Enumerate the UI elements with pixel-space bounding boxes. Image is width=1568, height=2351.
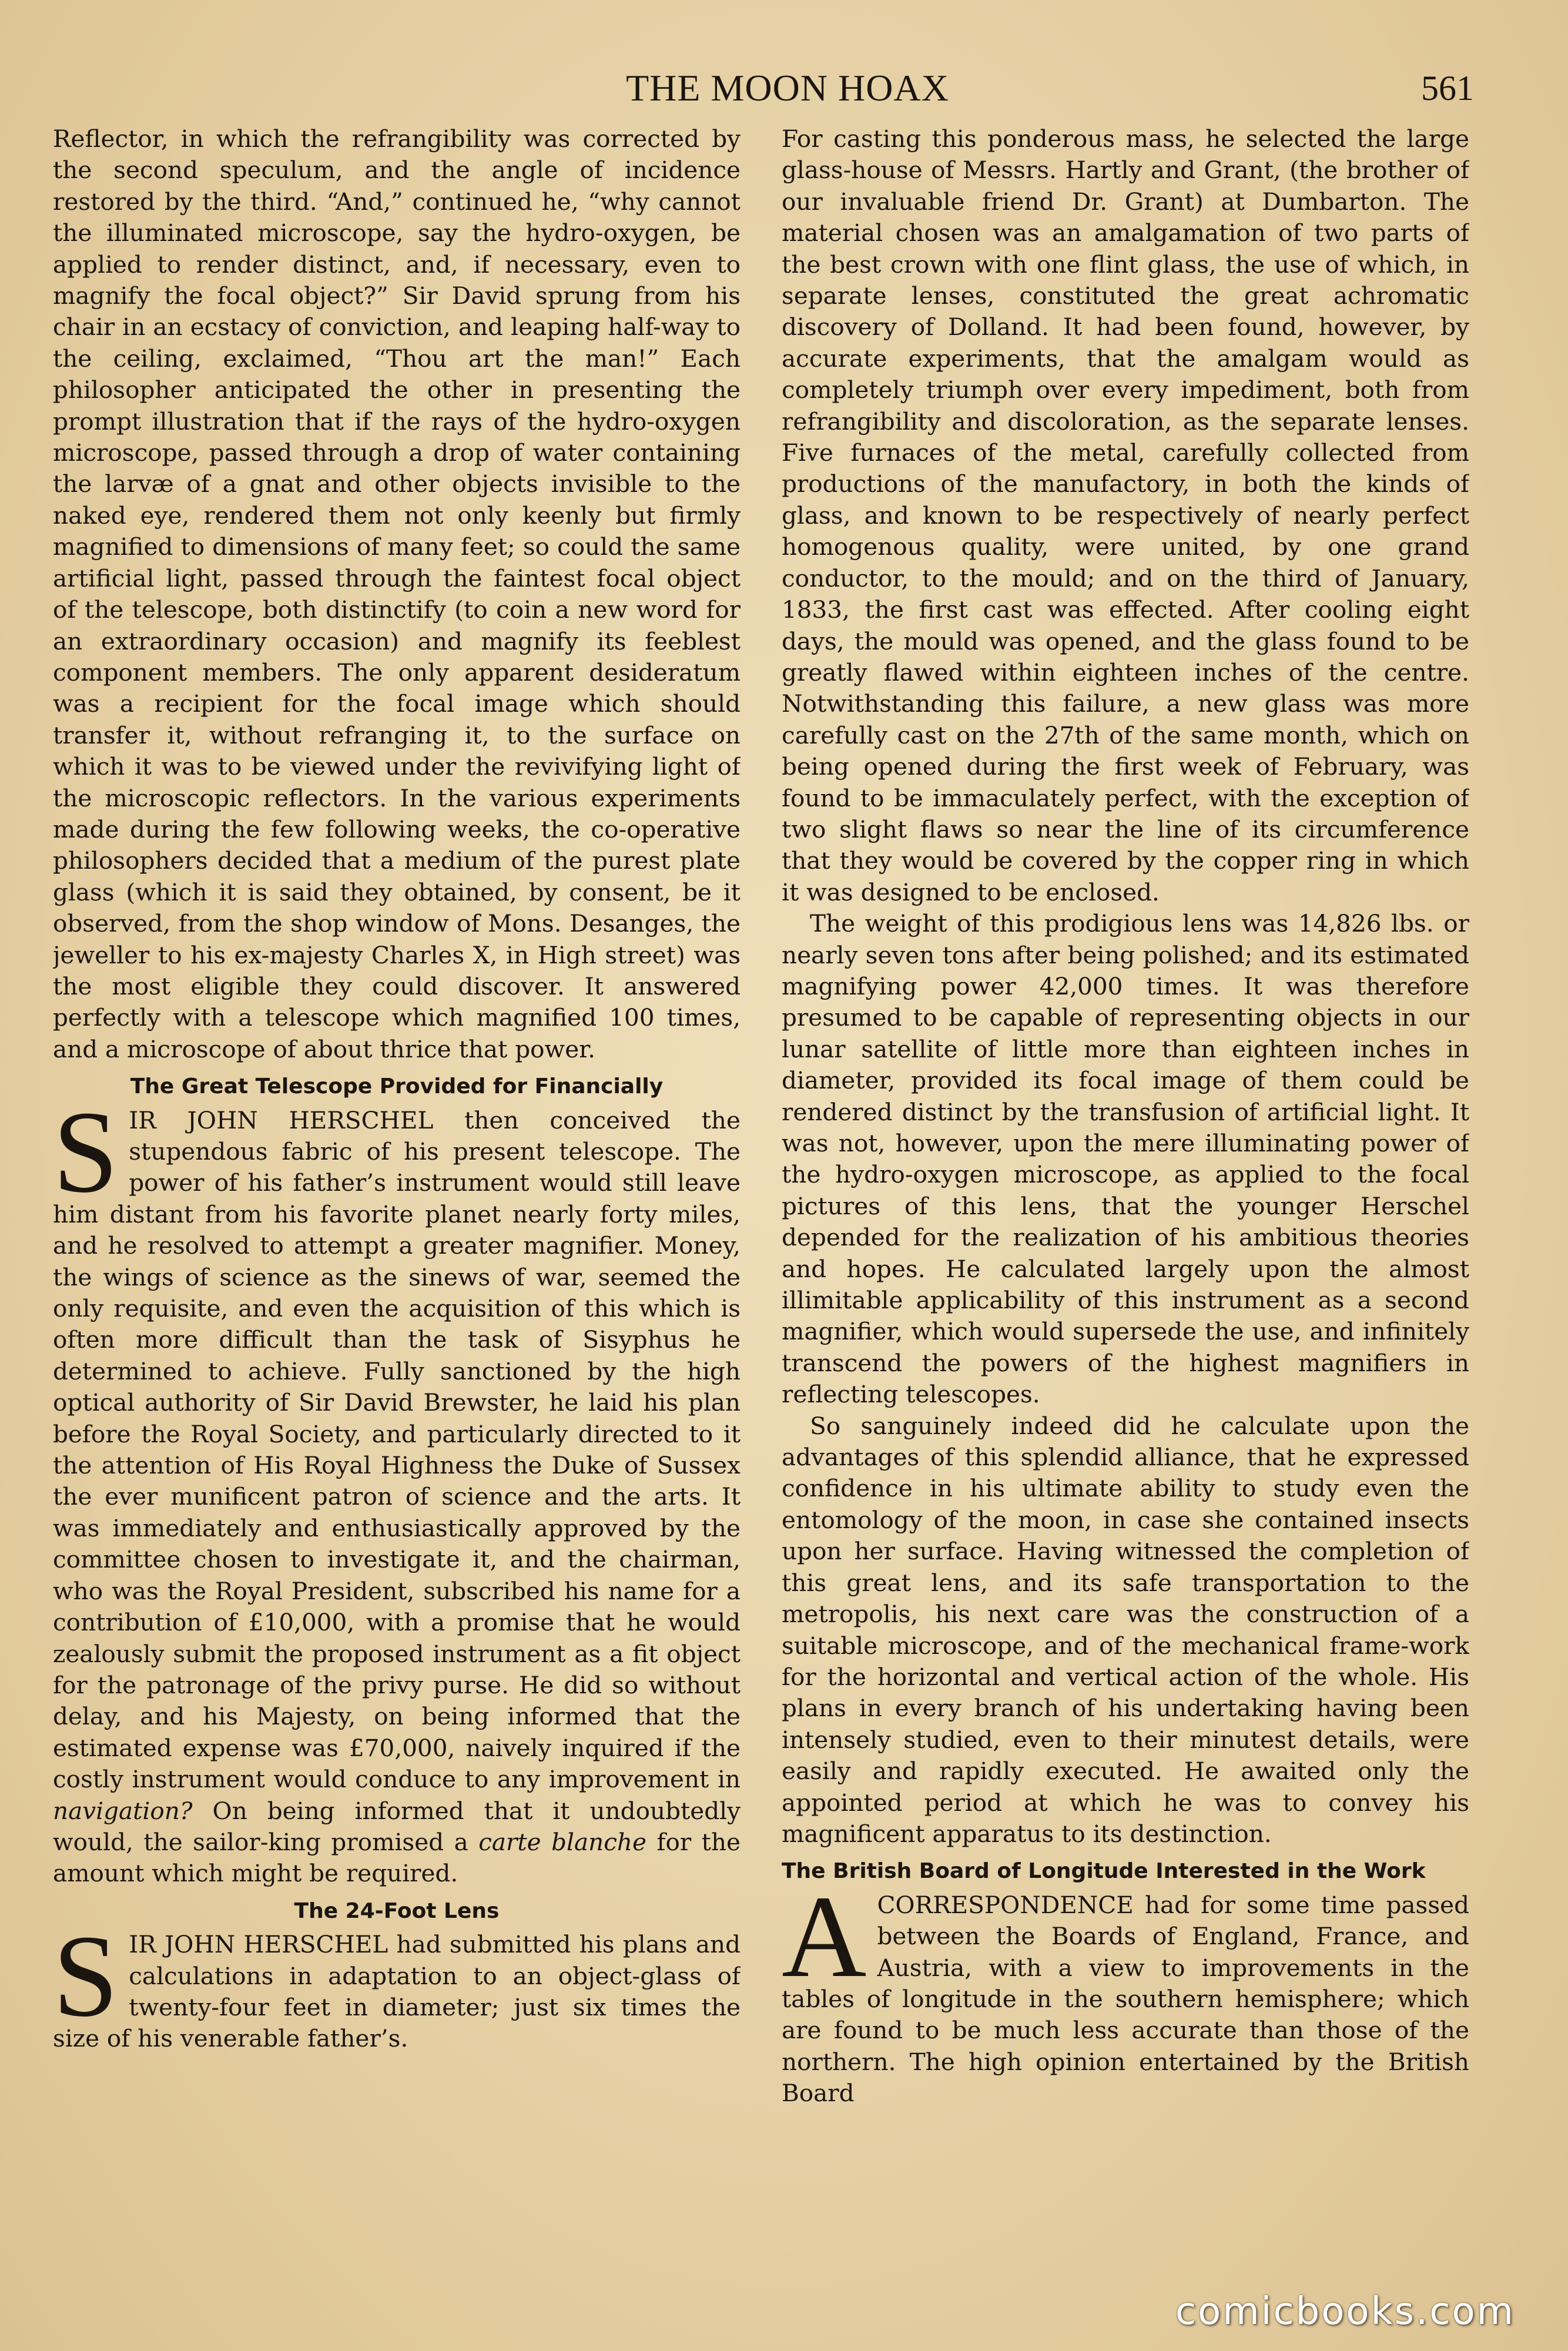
paragraph: The weight of this prodigious lens was 14,826 lbs. or nearly seven tons after being polished; and its estimated magnifying power 42,000 times. It was therefore presumed to be capable of representing objects in our lunar satellite of little more than eighteen inches in diameter, provided its focal image of them could be rendered distinct by the transfusion of artificial light. It was not, however, upon the mere illuminating power of the hydro-oxygen microscope, as applied to the focal pictures of this lens, that the younger Herschel depended for the realization of his ambitious theories and hopes. He calculated largely upon the almost illimitable applicability of this instrument as a second magnifier, which would supersede the use, and infinitely transcend the powers of the highest magnifiers in reflecting telescopes.: [782, 909, 1469, 1409]
section-heading: The 24-Foot Lens: [294, 1898, 500, 1923]
section-heading: The Great Telescope Provided for Financially: [130, 1074, 664, 1099]
watermark: comicbooks.com: [1175, 2290, 1515, 2333]
paragraph-text: On being informed that it undoubtedly would, the sailor-king promised a: [53, 1796, 741, 1856]
right-column: [782, 123, 1469, 2275]
lead-in-caps: IR JOHN HERSCHEL: [129, 1930, 388, 1959]
paragraph: For casting this ponderous mass, he selected the large glass-house of Messrs. Hartly and Grant, (the brother of our invaluable friend Dr. Grant) at Dumbarton. The material chosen was an amalgamation of two parts of the best crown with one flint glass, the use of which, in separate lenses, constituted the great achromatic discovery of Dolland. It had been found, however, by accurate experiments, that the amalgam would as completely triumph over every impediment, both from refrangibility and discoloration, as the separate lenses. Five furnaces of the metal, carefully collected from productions of the manufactory, in both the kinds of glass, and known to be respectively of nearly perfect homogenous quality, were united, by one grand conductor, to the mould; and on the third of January, 1833, the first cast was effected. After cooling eight days, the mould was opened, and the glass found to be greatly flawed within eighteen inches of the centre. Notwithstanding this failure, a new glass was more carefully cast on the 27th of the same month, which on being opened during the first week of February, was found to be immaculately perfect, with the exception of two slight flaws so near the line of its circumference that they would be covered by the copper ring in which it was designed to be enclosed.: [782, 125, 1469, 906]
paragraph: Reflector, in which the refrangibility was corrected by the second speculum, and the angle of incidence restored by the third. “And,” continued he, “why cannot the illuminated microscope, say the hydro-oxygen, be applied to render distinct, and, if necessary, even to magnify the focal object?” Sir David sprung from his chair in an ecstacy of conviction, and leaping half-way to the ceiling, exclaimed, “Thou art the man!” Each philosopher anticipated the other in presenting the prompt illustration that if the rays of the hydro-oxygen microscope, passed through a drop of water containing the larvæ of a gnat and other objects invisible to the naked eye, rendered them not only keenly but firmly magnified to dimensions of many feet; so could the same artificial light, passed through the faintest focal object of the telescope, both distinctify (to coin a new word for an extraordinary occasion) and magnify its feeblest component members. The only apparent desideratum was a recipient for the focal image which should transfer it, without refranging it, to the surface on which it was to be viewed under the revivifying light of the microscopic reflectors. In the various experiments made during the few following weeks, the co-operative philosophers decided that a medium of the purest plate glass (which it is said they obtained, by consent, be it observed, from the shop window of Mons. Desanges, the jeweller to his ex-majesty Charles X, in High street) was the most eligible they could discover. It answered perfectly with a telescope which magnified 100 times, and a microscope of about thrice that power.: [53, 125, 741, 1063]
left-column: [53, 123, 741, 2275]
section-heading: The British Board of Longitude Interested in the Work: [782, 1859, 1426, 1884]
lead-in-caps: CORRESPONDENCE: [877, 1890, 1134, 1919]
running-title: THE MOON HOAX: [626, 67, 949, 109]
drop-cap: S: [53, 1087, 119, 1217]
paragraph-text: had submitted his plans and calculations in adaptation to an object-glass of twenty-four feet in diameter; just six times the size of his venerable father’s.: [53, 1930, 741, 2053]
paragraph-text: had for some time passed between the Boards of England, France, and Austria, with a view to improvements in the tables of longitude in the southern hemisphere; which are found to be much less accurate than those of the northern. The high opinion entertained by the British Board: [782, 1890, 1469, 2108]
paragraph-text: for the amount which might be required.: [53, 1827, 741, 1888]
drop-cap: A: [782, 1871, 867, 2002]
page-number: 561: [1421, 69, 1474, 108]
paragraph-text: then conceived the stupendous fabric of his present telescope. The power of his father’s instrument would still leave him distant from his favorite planet nearly forty miles, and he resolved to attempt a greater magnifier. Money, the wings of science as the sinews of war, seemed the only requisite, and even the acquisition of this which is often more difficult than the task of Sisyphus he determined to achieve. Fully sanctioned by the high optical authority of Sir David Brewster, he laid his plan before the Royal Society, and particularly directed to it the attention of His Royal Highness the Duke of Sussex the ever munificent patron of science and the arts. It was immediately and enthusiastically approved by the committee chosen to investigate it, and the chairman, who was the Royal President, subscribed his name for a contribution of £10,000, with a promise that he would zealously submit the proposed instrument as a fit object for the patronage of the privy purse. He did so without delay, and his Majesty, on being informed that the estimated expense was £70,000, naively inquired if the costly instrument would conduce to any improvement in: [53, 1106, 741, 1794]
lead-in-caps: IR JOHN HERSCHEL: [129, 1106, 434, 1134]
paragraph: [53, 1911, 741, 2055]
drop-cap: S: [53, 1911, 119, 2042]
page-header: [0, 62, 1568, 115]
paragraph: [53, 1087, 741, 1890]
italic-text: navigation?: [53, 1796, 193, 1825]
italic-text: carte blanche: [478, 1827, 646, 1856]
paragraph: So sanguinely indeed did he calculate upon the advantages of this splendid alliance, that he expressed confidence in his ultimate ability to study even the entomology of the moon, in case she contained insects upon her surface. Having witnessed the completion of this great lens, and its safe transportation to the metropolis, his next care was the construction of a suitable microscope, and of the mechanical frame-work for the horizontal and vertical action of the whole. His plans in every branch of his undertaking having been intensely studied, even to their minutest details, were easily and rapidly executed. He awaited only the appointed period at which he was to convey his magnificent apparatus to its destinction.: [782, 1411, 1469, 1848]
